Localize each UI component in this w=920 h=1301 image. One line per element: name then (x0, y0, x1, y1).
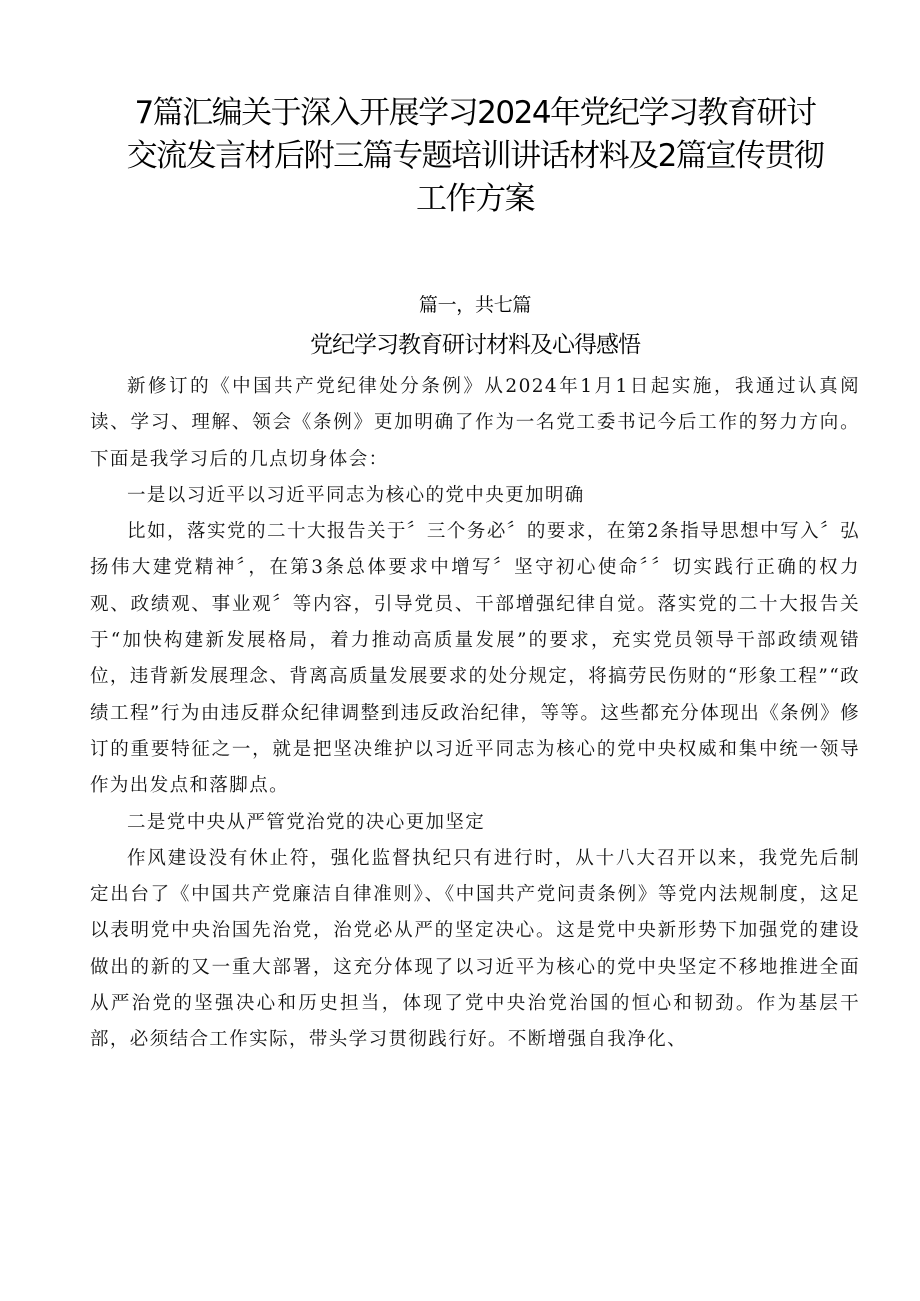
section-heading: 一是以习近平以习近平同志为核心的党中央更加明确 (127, 484, 585, 506)
document-title (90, 92, 860, 221)
part-title: 党纪学习教育研讨材料及心得感悟 (310, 332, 640, 358)
document-title-line: 7篇汇编关于深入开展学习2024年党纪学习教育研讨 (134, 95, 816, 131)
body-paragraph: 比如，落实党的二十大报告关于〞三个务必〞的要求，在第2条指导思想中写入〞弘扬伟大建党精神〞，在第3条总体要求中增写〞坚守初心使命〞〞切实践行正确的权力观、政绩观、事业观〞等内容，引导党员、干部增强纪律自觉。落实党的二十大报告关于“加快构建新发展格局，着力推动高质量发展”的要求，充实党员领导干部政绩观错位，违背新发展理念、背离高质量发展要求的处分规定，将搞劳民伤财的“形象工程”“政绩工程”行为由违反群众纪律调整到违反政治纪律，等等。这些都充分体现出《条例》修订的重要特征之一，就是把坚决维护以习近平同志为核心的党中央权威和集中统一领导作为出发点和落脚点。 (90, 521, 860, 797)
body-paragraph: 作风建设没有休止符，强化监督执纪只有进行时，从十八大召开以来，我党先后制定出台了《中国共产党廉洁自律准则》、《中国共产党问责条例》等党内法规制度，这足以表明党中央治国先治党，治党必从严的坚定决心。这是党中央新形势下加强党的建设做出的新的又一重大部署，这充分体现了以习近平为核心的党中央坚定不移地推进全面从严治党的坚强决心和历史担当，体现了党中央治党治国的恒心和韧劲。作为基层干部，必须结合工作实际，带头学习贯彻践行好。不断增强自我净化、 (90, 847, 860, 1051)
document-title-line: 交流发言材后附三篇专题培训讲话材料及2篇宣传贯彻 (126, 138, 824, 174)
section-heading: 二是党中央从严管党治党的决心更加坚定 (127, 811, 486, 833)
document-body (90, 369, 860, 1059)
body-paragraph: 新修订的《中国共产党纪律处分条例》从2024年1月1日起实施，我通过认真阅读、学习、理解、领会《条例》更加明确了作为一名党工委书记今后工作的努力方向。下面是我学习后的几点切身体会： (90, 376, 860, 470)
document-title-line: 工作方案 (416, 181, 534, 217)
part-label: 篇一，共七篇 (418, 294, 532, 316)
